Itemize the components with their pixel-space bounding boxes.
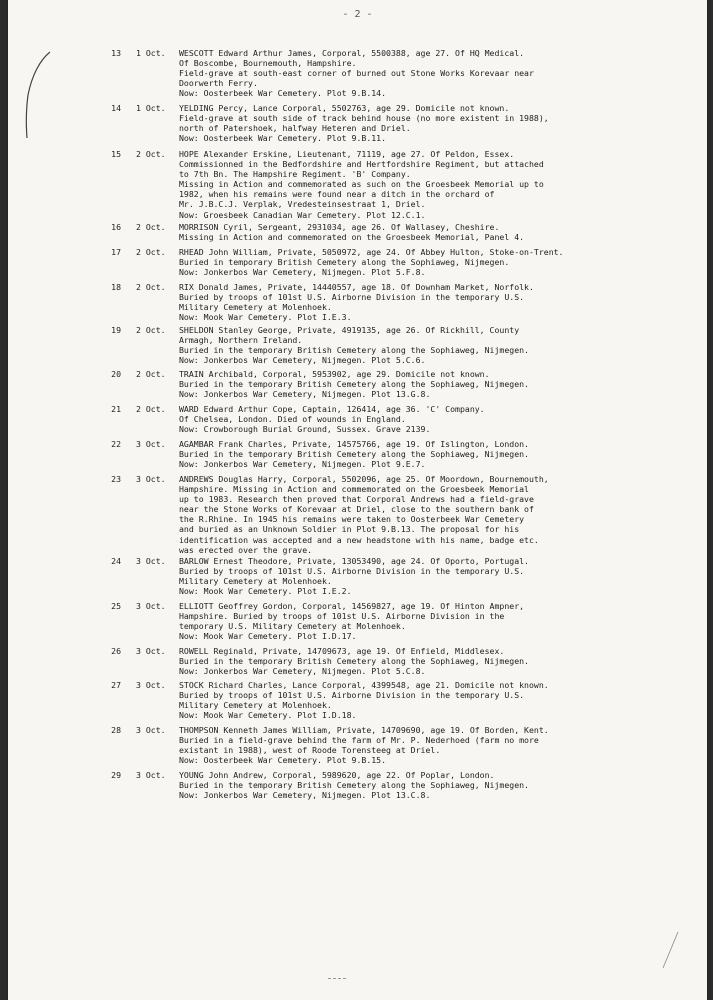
entry-line: Now: Oosterbeek War Cemetery. Plot 9.B.11. [179,133,387,144]
entry-line: THOMPSON Kenneth James William, Private, 14709690, age 19. Of Borden, Kent. [179,725,549,735]
entry-line: Buried by troops of 101st U.S. Airborne Division in the temporary U.S. [179,566,525,577]
entry-text [179,325,699,365]
entry-text [179,439,699,469]
entry-number: 18 [111,282,121,292]
entry-line: WARD Edward Arthur Cope, Captain, 126414, age 36. 'C' Company. [179,404,485,414]
entry-date: 2 Oct. [136,222,166,232]
entry-line: ROWELL Reginald, Private, 14709673, age 19. Of Enfield, Middlesex. [179,646,505,656]
entry-line: Now: Mook War Cemetery. Plot I.E.3. [179,312,352,323]
entry-date: 2 Oct. [136,325,166,335]
entry-line: WESCOTT Edward Arthur James, Corporal, 5500388, age 27. Of HQ Medical. [179,48,525,58]
entry-text [179,725,699,765]
entry-number: 23 [111,474,121,484]
entry-number: 22 [111,439,121,449]
pencil-mark [22,50,52,140]
entry-line: 1982, when his remains were found near a ditch in the orchard of [179,189,495,200]
entry-line: Mr. J.B.C.J. Verplak, Vredesteinsestraat 1, Driel. [179,199,426,210]
entry-number: 14 [111,103,121,113]
entry-line: the R.Rhine. In 1945 his remains were taken to Oosterbeek War Cemetery [179,514,525,525]
entry-date: 2 Oct. [136,369,166,379]
entry-line: Buried in the temporary British Cemetery along the Sophiaweg, Nijmegen. [179,345,529,356]
entry-line: Hampshire. Buried by troops of 101st U.S. Airborne Division in the [179,611,505,622]
entry-line: YELDING Percy, Lance Corporal, 5502763, age 29. Domicile not known. [179,103,510,113]
entry-date: 1 Oct. [136,103,166,113]
entry-text [179,247,699,277]
entry-number: 24 [111,556,121,566]
entry-date: 3 Oct. [136,725,166,735]
document-page [8,0,707,1000]
entry-text [179,770,699,800]
entry-line: identification was accepted and a new headstone with his name, badge etc. [179,534,539,545]
entry-line: BARLOW Ernest Theodore, Private, 13053490, age 24. Of Oporto, Portugal. [179,556,529,566]
entry-line: existant in 1988), west of Roode Torensteeg at Driel. [179,745,441,756]
entry-line: Buried in the temporary British Cemetery along the Sophiaweg, Nijmegen. [179,379,529,390]
entry-line: Now: Jonkerbos War Cemetery, Nijmegen. Plot 5.F.8. [179,267,426,278]
entry-line: Now: Jonkerbos War Cemetery, Nijmegen. Plot 9.E.7. [179,459,426,470]
entry-number: 20 [111,369,121,379]
entry-line: Buried by troops of 101st U.S. Airborne Division in the temporary U.S. [179,292,525,303]
entry-line: Buried in the temporary British Cemetery along the Sophiaweg, Nijmegen. [179,656,529,667]
entry-text [179,48,699,98]
entry-text [179,474,699,555]
entry-line: Buried in the temporary British Cemetery along the Sophiaweg, Nijmegen. [179,449,529,460]
entry-number: 15 [111,149,121,159]
entry-line: Now: Mook War Cemetery. Plot I.E.2. [179,586,352,597]
entry-line: was erected over the grave. [179,544,313,555]
entry-line: Now: Oosterbeek War Cemetery. Plot 9.B.14. [179,88,387,99]
entry-date: 3 Oct. [136,601,166,611]
entry-line: Of Boscombe, Bournemouth, Hampshire. [179,58,357,69]
entry-text [179,149,699,220]
entry-line: Buried in a field-grave behind the farm of Mr. P. Nederhoed (farm no more [179,735,539,746]
entry-text [179,282,699,322]
pencil-mark-small [658,930,683,970]
entry-line: north of Patershoek, halfway Heteren and Driel. [179,123,411,134]
entry-line: MORRISON Cyril, Sergeant, 2931034, age 26. Of Wallasey, Cheshire. [179,222,500,232]
scan-mark [328,978,346,983]
entry-line: Field-grave at south-east corner of burned out Stone Works Korevaar near [179,68,534,79]
entry-number: 29 [111,770,121,780]
entry-number: 16 [111,222,121,232]
entry-line: RHEAD John William, Private, 5050972, age 24. Of Abbey Hulton, Stoke-on-Trent. [179,247,564,257]
entry-number: 28 [111,725,121,735]
entry-line: Now: Jonkerbos War Cemetery, Nijmegen. Plot 5.C.6. [179,355,426,366]
entry-number: 17 [111,247,121,257]
entry-date: 2 Oct. [136,149,166,159]
entry-line: RIX Donald James, Private, 14440557, age 18. Of Downham Market, Norfolk. [179,282,534,292]
entry-date: 2 Oct. [136,247,166,257]
entry-line: Buried in the temporary British Cemetery along the Sophiaweg, Nijmegen. [179,780,529,791]
entry-line: to 7th Bn. The Hampshire Regiment. 'B' Company. [179,169,411,180]
entry-line: Armagh, Northern Ireland. [179,335,303,346]
entry-number: 19 [111,325,121,335]
entry-line: Doorwerth Ferry. [179,78,258,89]
entry-text [179,369,699,399]
entry-number: 26 [111,646,121,656]
entry-number: 25 [111,601,121,611]
entry-line: near the Stone Works of Korevaar at Driel, close to the southern bank of [179,504,534,515]
entry-date: 3 Oct. [136,770,166,780]
entry-text [179,680,699,720]
entry-line: ELLIOTT Geoffrey Gordon, Corporal, 14569827, age 19. Of Hinton Ampner, [179,601,525,611]
entry-date: 3 Oct. [136,474,166,484]
entry-text [179,646,699,676]
entry-line: Now: Groesbeek Canadian War Cemetery. Plot 12.C.1. [179,209,426,220]
entry-line: STOCK Richard Charles, Lance Corporal, 4399548, age 21. Domicile not known. [179,680,549,690]
entry-date: 1 Oct. [136,48,166,58]
entry-number: 21 [111,404,121,414]
entry-line: AGAMBAR Frank Charles, Private, 14575766, age 19. Of Islington, London. [179,439,529,449]
entry-line: Hampshire. Missing in Action and commemorated on the Groesbeek Memorial [179,484,529,495]
entry-line: Military Cemetery at Molenhoek. [179,302,332,313]
entry-line: Now: Jonkerbos War Cemetery, Nijmegen. Plot 13.C.8. [179,790,431,801]
entry-line: Now: Mook War Cemetery. Plot I.D.18. [179,710,357,721]
entry-line: Buried in temporary British Cemetery along the Sophiaweg, Nijmegen. [179,257,510,268]
entry-text [179,222,699,242]
entry-line: SHELDON Stanley George, Private, 4919135, age 26. Of Rickhill, County [179,325,520,335]
entry-text [179,556,699,596]
entry-line: ANDREWS Douglas Harry, Corporal, 5502096, age 25. Of Moordown, Bournemouth, [179,474,549,484]
page-number: - 2 - [342,9,373,20]
entry-date: 3 Oct. [136,646,166,656]
entry-number: 27 [111,680,121,690]
entry-line: Missing in Action and commemorated on the Groesbeek Memorial, Panel 4. [179,232,525,243]
entry-text [179,103,699,143]
entry-line: Now: Oosterbeek War Cemetery. Plot 9.B.15. [179,755,387,766]
entry-line: Buried by troops of 101st U.S. Airborne Division in the temporary U.S. [179,690,525,701]
entry-line: Military Cemetery at Molenhoek. [179,576,332,587]
entry-line: Now: Mook War Cemetery. Plot I.D.17. [179,631,357,642]
entry-line: Field-grave at south side of track behind house (no more existent in 1988), [179,113,549,124]
entry-line: Missing in Action and commemorated as such on the Groesbeek Memorial up to [179,179,544,190]
entry-line: YOUNG John Andrew, Corporal, 5989620, age 22. Of Poplar, London. [179,770,495,780]
entry-line: temporary U.S. Military Cemetery at Molenhoek. [179,621,406,632]
entry-line: Now: Jonkerbos War Cemetery, Nijmegen. Plot 5.C.8. [179,666,426,677]
entry-line: up to 1983. Research then proved that Corporal Andrews had a field-grave [179,494,534,505]
entry-date: 3 Oct. [136,556,166,566]
entry-line: HOPE Alexander Erskine, Lieutenant, 71119, age 27. Of Peldon, Essex. [179,149,515,159]
entry-line: TRAIN Archibald, Corporal, 5953902, age 29. Domicile not known. [179,369,490,379]
entry-date: 2 Oct. [136,282,166,292]
entry-line: Of Chelsea, London. Died of wounds in England. [179,414,406,425]
entry-text [179,601,699,641]
entry-date: 3 Oct. [136,439,166,449]
entry-line: Military Cemetery at Molenhoek. [179,700,332,711]
entry-line: Now: Crowborough Burial Ground, Sussex. Grave 2139. [179,424,431,435]
entry-text [179,404,699,434]
entry-number: 13 [111,48,121,58]
entry-date: 2 Oct. [136,404,166,414]
entry-line: Commissionned in the Bedfordshire and Hertfordshire Regiment, but attached [179,159,544,170]
entry-date: 3 Oct. [136,680,166,690]
entry-line: and buried as an Unknown Soldier in Plot 9.B.13. The proposal for his [179,524,520,535]
entry-line: Now: Jonkerbos War Cemetery, Nijmegen. Plot 13.G.8. [179,389,431,400]
